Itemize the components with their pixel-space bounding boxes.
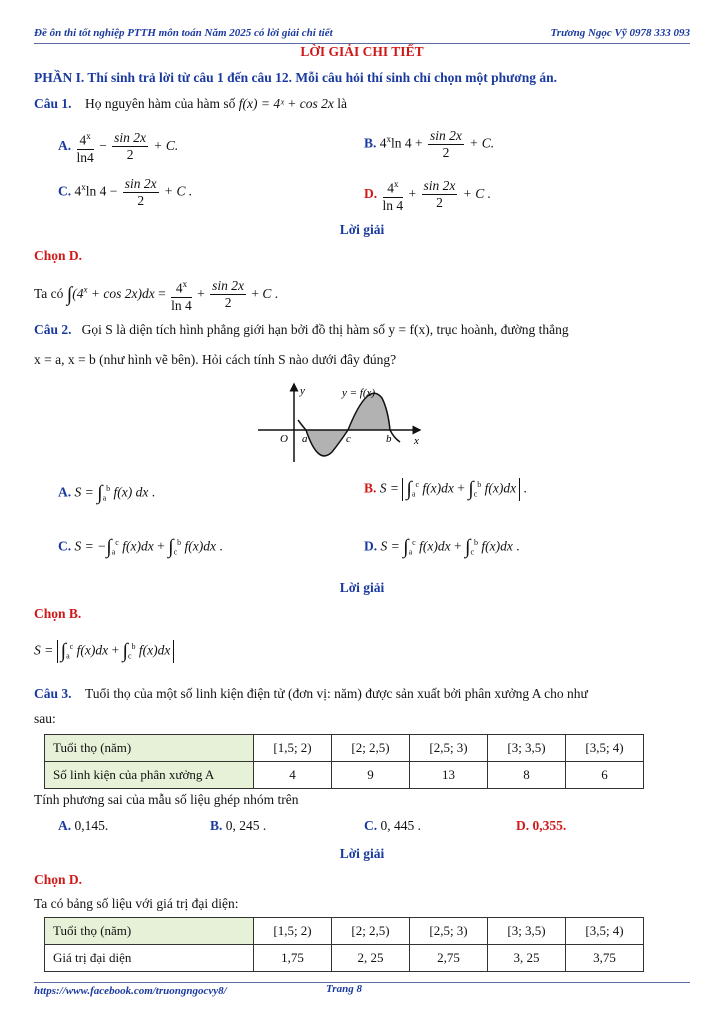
q1-option-b: B. 4$^x$ln 4 + $\frac{\sin 2x}{2}$ + C. [364,128,495,160]
q1-option-c: C. 4$^x$ln 4 − $\frac{\sin 2x}{2}$ + C . [58,176,193,208]
q3-loigiai: Lời giải [339,846,385,861]
q3-option-a: A. 0,145. [58,818,109,833]
q2-loigiai: Lời giải [339,580,385,595]
footer-link[interactable]: https://www.facebook.com/truongngocvy8/ [34,985,227,997]
q1-text: Họ nguyên hàm của hàm số [85,96,236,111]
label-b: b [386,433,392,445]
q1-option-d: D. $\frac{4^x}{\ln 4}$ + $\frac{\sin 2x}{2}$ + C . [364,176,491,214]
q2-solution: $S = \int_a^c$ $f(x)dx + \int_c^b$ f(x)dx [34,640,174,663]
q2-option-c: C. $S = -\int_a^c$ $f(x)dx + \int_c^b$ f(x)dx . [58,536,223,558]
page-footer [34,982,690,997]
page-header [34,27,690,44]
q1-solution: Ta có $\int(4^x + \cos 2x)dx$ = $\frac{4^x}{\ln 4}$ + $\frac{\sin 2x}{2}$ + C . [34,276,278,314]
q2-option-d: D. $S = \int_a^c$ $f(x)dx + \int_c^b$ f(x)dx . [364,536,520,558]
header-right: Trương Ngọc Vỹ 0978 333 093 [550,27,690,39]
q2-option-a: A. $S = \int_a^b$ f(x) dx . [58,482,156,504]
q2-chon: Chọn B. [34,606,82,621]
q3-table-representative [44,917,644,972]
header-left: Đề ôn thi tốt nghiệp PTTH môn toán Năm 2025 có lời giải chi tiết [34,27,333,39]
table-row: Tuổi thọ (năm) [1,5; 2) [2; 2,5) [2,5; 3) [3; 3,5) [3,5; 4) [45,735,644,762]
q3-table-frequency [44,734,644,789]
q2-graph [258,380,428,462]
q1-option-a: A. $\frac{4^x}{\ln 4}$ − $\frac{\sin 2x}{2}$ + C. [58,128,178,166]
q1-loigiai: Lời giải [339,222,385,237]
table-row: Giá trị đại diện 1,75 2, 25 2,75 3, 25 3,75 [45,945,644,972]
q1-stem [34,96,347,112]
part-heading: PHẦN I. Thí sinh trả lời từ câu 1 đến câu 12. Mỗi câu hỏi thí sinh chỉ chọn một phương án. [34,70,557,85]
q3-chon: Chọn D. [34,872,83,887]
q3-intro: Ta có bảng số liệu với giá trị đại diện: [34,896,239,911]
label-a: a [302,433,308,445]
q1-function: f(x) = 4ˣ + cos 2x [238,96,334,111]
label-o: O [280,433,288,445]
q2-stem-line2: x = a, x = b (như hình vẽ bên). Hỏi cách tính S nào dưới đây đúng? [34,352,397,367]
q1-label: Câu 1. [34,96,72,111]
q3-stem-line1: Câu 3. Tuổi thọ của một số linh kiện điện tử (đơn vị: năm) được sản xuất bởi phân xưởng A cho như [34,686,588,701]
q1-chon: Chọn D. [34,248,83,263]
table-row: Số linh kiện của phân xưởng A 4 9 13 8 6 [45,762,644,789]
label-x: x [414,435,419,447]
q1-end: là [337,96,347,111]
q2-option-b: B. $S = \int_a^c$ $f(x)dx + \int_c^b$ f(x)dx . [364,478,527,500]
q2-stem-line1: Câu 2. Gọi S là diện tích hình phẳng giới hạn bởi đồ thị hàm số y = f(x), trục hoành, đường thẳng [34,322,569,337]
table-row: Tuổi thọ (năm) [1,5; 2) [2; 2,5) [2,5; 3) [3; 3,5) [3,5; 4) [45,918,644,945]
shaded-region-below [306,430,348,456]
label-c: c [346,433,351,445]
q3-option-c: C. 0, 445 . [364,818,421,833]
page-title: LỜI GIẢI CHI TIẾT [300,44,424,59]
page-number: Trang 8 [326,983,362,995]
label-y: y [300,385,305,397]
q3-ask: Tính phương sai của mẫu số liệu ghép nhóm trên [34,792,299,807]
q3-option-b: B. 0, 245 . [210,818,267,833]
q3-option-d: D. 0,355. [516,818,567,833]
q3-stem-line2: sau: [34,711,56,726]
label-fx: y = f(x) [342,387,376,399]
